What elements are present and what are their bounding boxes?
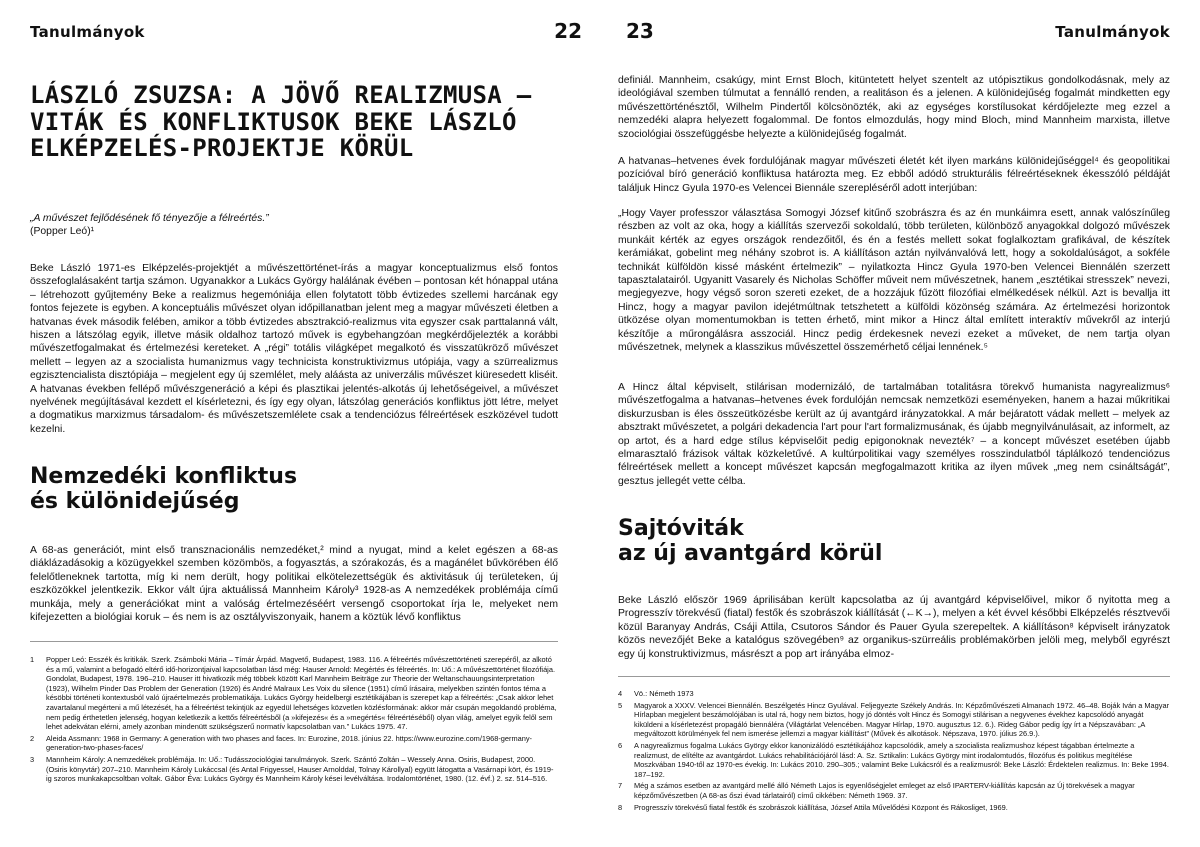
footnote-number: 4 [618, 689, 623, 698]
body-paragraph: A 68-as generációt, mint első transznacionális nemzedéket,² mind a nyugat, mind a kelet egészen a 68-as diáklázadásokig a közügyekkel szemben közömbös, a fogyasztás, a szórakozás, és a magánélet bűvkörében élő felelőtleneknek tartotta, míg ki nem derült, hogy politikai elkötelezettségük és aktivitásuk új területeken, új eszközökkel jelentkezik. Ekkor vált újra aktuálissá Mannheim Károly³ 1928-as A nemzedékek problémája című munkája, mely a generációkat mint a valóság értelmezéséért versengő csoportokat írja le, melyeket nem kifejezetten a biológiai koruk – és nem is az osztályviszonyaik, hanem a köztük lévő konfliktus [30, 545, 558, 624]
block-quote: „Hogy Vayer professzor választása Somogyi József kitűnő szobrászra és az én munkáimra esett, annak valószínűleg részben az volt az oka, hogy a kiállítás szervezői sokoldalú, több területen, különböző anyagokkal dolgozó művészek munkáit kérték az egyes országok rendezőitől, és én a festés mellett sokat foglalkoztam grafikával, de készítek kerámiákat, gobelint meg néhány szobrot is. A kiállításon aztán nyilvánvalóvá lett, hogy a sokoldalúságot, a sokféle technikát külföldön kissé másként értelmezik” – nyilatkozta Hincz Gyula 1970-ben Velencei Biennálén szerzett tapasztalatairól. Ugyanitt Vasarely és Nicholas Schöffer műveit nem művészetnek, hanem „esztétikai stresszek” nevezi, megjegyezve, hogy végső soron szereti ezeket, de a hozzájuk fűzött filozófiai elmélkedések nélkül. Azt is bevallja itt Hincz, hogy a magyar pavilon idejétmúltnak tetszhetett a külföldi közönség számára. Az értelmezési horizontok ütközése olyan momentumokban is tetten érhető, mint mikor a Hincz által említett interaktív művekről az interjú készítője a műrongálásra asszociál. Hincz pedig érdekesnek nevezi ezeket a műveket, de nem tartja olyan művészetnek, melynek a klasszikus művészettel összemérhető céljai lennének.⁵ [618, 208, 1170, 354]
article-title: LÁSZLÓ ZSUZSA: A JÖVŐ REALIZMUSA – VITÁK ÉS KONFLIKTUSOK BEKE LÁSZLÓ ELKÉPZELÉS-PROJEKTJE KÖRÜL [30, 81, 532, 162]
footnote [618, 689, 1170, 699]
body-paragraph: A hatvanas–hetvenes évek fordulójának magyar művészeti életét két ilyen markáns különidejűséggel⁴ és geopolitikai pozícióval bíró generáció konfliktusa határozta meg. Ez ebből adódó strukturális félreértéseknek ékesszóló példáját találjuk Hincz Gyula 1970-es Velencei Biennále szerepléséről adott interjúban: [618, 156, 1170, 194]
page-number: 22 [554, 19, 582, 43]
motto [30, 212, 269, 238]
footnote-number: 2 [30, 733, 35, 743]
page-number: 23 [626, 19, 654, 43]
section-heading-line: Nemzedéki konfliktus [30, 464, 298, 489]
footnote-text: Aleida Assmann: 1968 in Germany: A generation with two phases and faces. In: Eurozine, 2018. június 22. https://www.eurozine.com/1968-germany-generation-two-phases-faces/ [46, 733, 533, 753]
right-page [618, 0, 1170, 847]
footnote-text: Még a számos esetben az avantgárd mellé álló Németh Lajos is egyenlőségjelet emleget az első IPARTERV-kiállítás kapcsán az Új törekvések a magyar képzőművészetben (A 68-as őszi évad tárlatairól) című cikkében: Németh 1969. 37. [634, 781, 1135, 800]
body-paragraph: A Hincz által képviselt, stilárisan modernizáló, de tartalmában totalitásra törekvő humanista nagyrealizmus⁶ művészetfogalma a hatvanas–hetvenes évek fordulóján nemcsak nemzetközi eseményeken, hanem a hazai műkritikai diskurzusban is éles összeütközésbe került az új avantgárd irányzatokkal. A már bejáratott vádak mellett – melyek az absztrakt művészetet, a polgári dekadencia l'art pour l'art formalizmusának, és újabb megnyilvánulásait, az informelt, az op artot, és a hard edge stílus képviselőit pedig epigonoknak nevezték⁷ – a koncept művészet esetében újabb elmarasztaló frázisok váltak közkeletűvé. A kultúrpolitikai vagy személyes rosszindulatból táplálkozó tendenciózus félreértések mellett a koncept művészet kapcsán megfogalmazott kritika az ilyen művek „meg nem csináltságát”, gesztus jellegét vette célba. [618, 382, 1170, 487]
footnote-number: 5 [618, 700, 623, 710]
section-heading [30, 464, 297, 514]
section-heading-line: Sajtóviták [618, 516, 744, 541]
motto-quote: „A művészet fejlődésének fő tényezője a félreértés.” [30, 213, 269, 224]
motto-author: (Popper Leó)¹ [30, 226, 95, 237]
running-head: Tanulmányok [30, 23, 145, 41]
footnote-divider [30, 641, 558, 642]
footnote-number: 7 [618, 781, 623, 791]
footnote [30, 655, 558, 732]
footnote [618, 803, 1170, 813]
left-page [30, 0, 590, 847]
footnote [30, 734, 558, 753]
footnote-text: Mannheim Károly: A nemzedékek problémája. In: Uő.: Tudásszociológiai tanulmányok. Szerk. Szántó Zoltán – Wessely Anna. Osiris, Budapest, 2000. (Osiris könyvtár) 207–210. Mannheim Károly Lukáccsal (és Antal Frigyessel, Hauser Arnolddal, Tolnay Károllyal) együtt látogatta a Vasárnapi kört, és 1919-ig szoros munkakapcsoltban voltak. Gábor Éva: Lukács György és Mannheim Károly kései levélváltása. Irodalomtörténet, 1980. (12. évf.) 2. sz. 514–516. [46, 754, 554, 784]
footnote-text: A nagyrealizmus fogalma Lukács György ekkor kanonizálódó esztétikájához kapcsolódik, amely a szocialista realizmushoz képest tágabban értelmezte a realizmust, de elítélte az avantgárdot. Lukács rehabilitációjáról lásd: A. Sz. Sztikalin: Lukács György mint irodalomtudós, filozófus és politikus megítélése Moszkvában 1940-től az 1970-es évekig. In: Lukács 2010. 290–305.; valamint Beke Lukácsról és a realizmusról: Beke László: Érdektelen realizmus. In: Beke 1994. 187–192. [634, 740, 1169, 779]
body-paragraph: Beke László 1971-es Elképzelés-projektjét a művészettörténet-írás a magyar konceptualizmus első fontos összefoglalásaként tartja számon. Ugyanakkor a Lukács György halálának évében – pontosan két hónappal utána – létrehozott gyűjtemény Beke a realizmus hegemóniája ellen folytatott több évtizedes szellemi harcának egy fontos fejezete is egyben. A konceptuális művészet olyan időpillanatban jelent meg a magyar művészeti életben a hatvanas évek második felében, amikor a több évtizedes absztrakció-realizmus vita egyszer csak parttalanná vált, hiszen a látszólag egyik, illetve másik oldalhoz tartozó művek is egybehangzóan megkérdőjelezték a korábbi művészetfogalmakat és értelmezési kereteket. A „régi” totális világképet megalkotó és visszatükröző művészet mellett – legyen az a szocialista humanizmus vagy technicista konstruktivizmus utópiája, vagy a szürrealizmus egzisztencialista disztópiája – megjelent egy új szemlélet, mely aláásta az univerzális művészet kiüresedett kliséit. A hatvanas években fellépő művészgeneráció a képi és plasztikai jelentés-alkotás új lehetőségeivel, a művészet nyelvének megújításával kezdett el kísérletezni, és így egy olyan, látszólag generációs konfliktus jött létre, melyet a dogmatikus marxizmus társadalom- és művészetszemlélete csak a tendenciózus félreértések eszközével tudott kezelni. [30, 263, 558, 435]
footnote [30, 755, 558, 784]
footnotes [30, 655, 558, 786]
footnote-text: Popper Leó: Esszék és kritikák. Szerk. Zsámboki Mária – Tímár Árpád. Magvető, Budapest, 1983. 116. A félreértés művészettörténeti szerepéről, az alkotó és a mű, valamint a befogadó eltérő idő-horizontjaival kapcsolatban lásd még: Hauser Arnold: Megértés és félreértés. In: Uő.: A művészettörténet filozófiája. Gondolat, Budapest, 1978. 196–210. Hauser itt hivatkozik még többek között Karl Mannheim Beiträge zur Theorie der Weltanschauungsinterpretation (1923), Wilhelm Pinder Das Problem der Generation (1926) és André Malraux Les Voix du silence (1951) című írásaira, melyekben szintén fontos téma a késöbbi történeti kontextusból való újraértelmezés problematikája. Lukács György heidelbergi esztétikájában is szerepet kap a félreértés: „Csak akkor lehet zavartalanul megérteni a mű létezését, ha a félreértést tekintjük az egyedül lehetséges közvetlen közlésformának: akkor már csupán megoldandó probléma, nem pedig érthetetlen jelenség, hogyan keletkezik a kettős félreértésből (a »kifejezés« és a »megértés« félreértéséből) olyan világ, amelyet egyik felől sem lehet adekvátan elérni, amely azonban mindenütt szükségszerű normatív kapcsolatban van.” Lukács 1975. 47. [46, 655, 557, 732]
footnote-text: Magyarok a XXXV. Velencei Biennálén. Beszélgetés Hincz Gyulával. Feljegyezte Székely András. In: Képzőművészeti Almanach 1972. 46–48. Boják Iván a Magyar Hírlapban megjelent beszámolójában is utal rá, hogy nem biztos, hogy jó döntés volt Hincz és Somogyi stilárisan a negyvenes évekhez kapcsolódó anyagát kiküldeni a kísérletezést propagáló biennáléra (Világtárlat Velencében. Magyar Hírlap, 1970. augusztus 12. 6.). Rideg Gábor pedig így írt a Népszavában: „A megváltozott körülmények fel nem ismerése jellemzi a magyar kiállítást” (Művek és alkotások. Népszava, 1970. július 26.9.). [634, 700, 1170, 739]
footnote [618, 741, 1170, 779]
footnote [618, 781, 1170, 800]
footnote-number: 3 [30, 754, 35, 764]
footnote-number: 6 [618, 740, 623, 750]
footnotes [618, 689, 1170, 814]
body-paragraph: Beke László először 1969 áprilisában került kapcsolatba az új avantgárd képviselőivel, mikor ő nyitotta meg a Progresszív törekvésű (fiatal) festők és szobrászok kiállítását (←K→), melyen a két évvel későbbi Elképzelés résztvevői közül Baranyay András, Csáji Attila, Csutoros Sándor és Pauer Gyula szerepeltek. A kiállításon⁸ képviselt irányzatok közös nevezőjét Beke a katalógus szövegében⁹ az organikus-szürreális problémakörben jelöli meg, melyből egyrészt egy új konstruktivizmus, másrészt a pop art irányába elmoz- [618, 595, 1170, 660]
section-heading-line: és különidejűség [30, 489, 240, 514]
footnote [618, 701, 1170, 739]
footnote-number: 8 [618, 802, 623, 812]
footnote-text: Vö.: Németh 1973 [634, 689, 694, 698]
footnote-divider [618, 676, 1170, 677]
running-head: Tanulmányok [1055, 23, 1170, 41]
body-paragraph: definiál. Mannheim, csakúgy, mint Ernst Bloch, kitüntetett helyet szentelt az utópisztikus gondolkodásnak, mely az ideológiával szemben túlmutat a fennálló renden, a realitáson és a jelenen. A különidejűség fogalmát mindketten egy művészettörténésztől, Wilhelm Pindertől kölcsönözték, aki az egységes korstílusokat kérdőjelezte meg ezzel a nemzedéki alapra helyezett fogalommal. De fontos elmozdulás, hogy mind Bloch, mind Mannheim marxista, illetve szociológiai összefüggésbe helyezte a különidejűség fogalmát. [618, 75, 1170, 140]
section-heading-line: az új avantgárd körül [618, 541, 883, 566]
footnote-text: Progresszív törekvésű fiatal festők és szobrászok kiállítása, József Attila Művelődési Központ és Rákosliget, 1969. [634, 802, 1008, 812]
section-heading [618, 516, 882, 566]
footnote-number: 1 [30, 655, 35, 664]
